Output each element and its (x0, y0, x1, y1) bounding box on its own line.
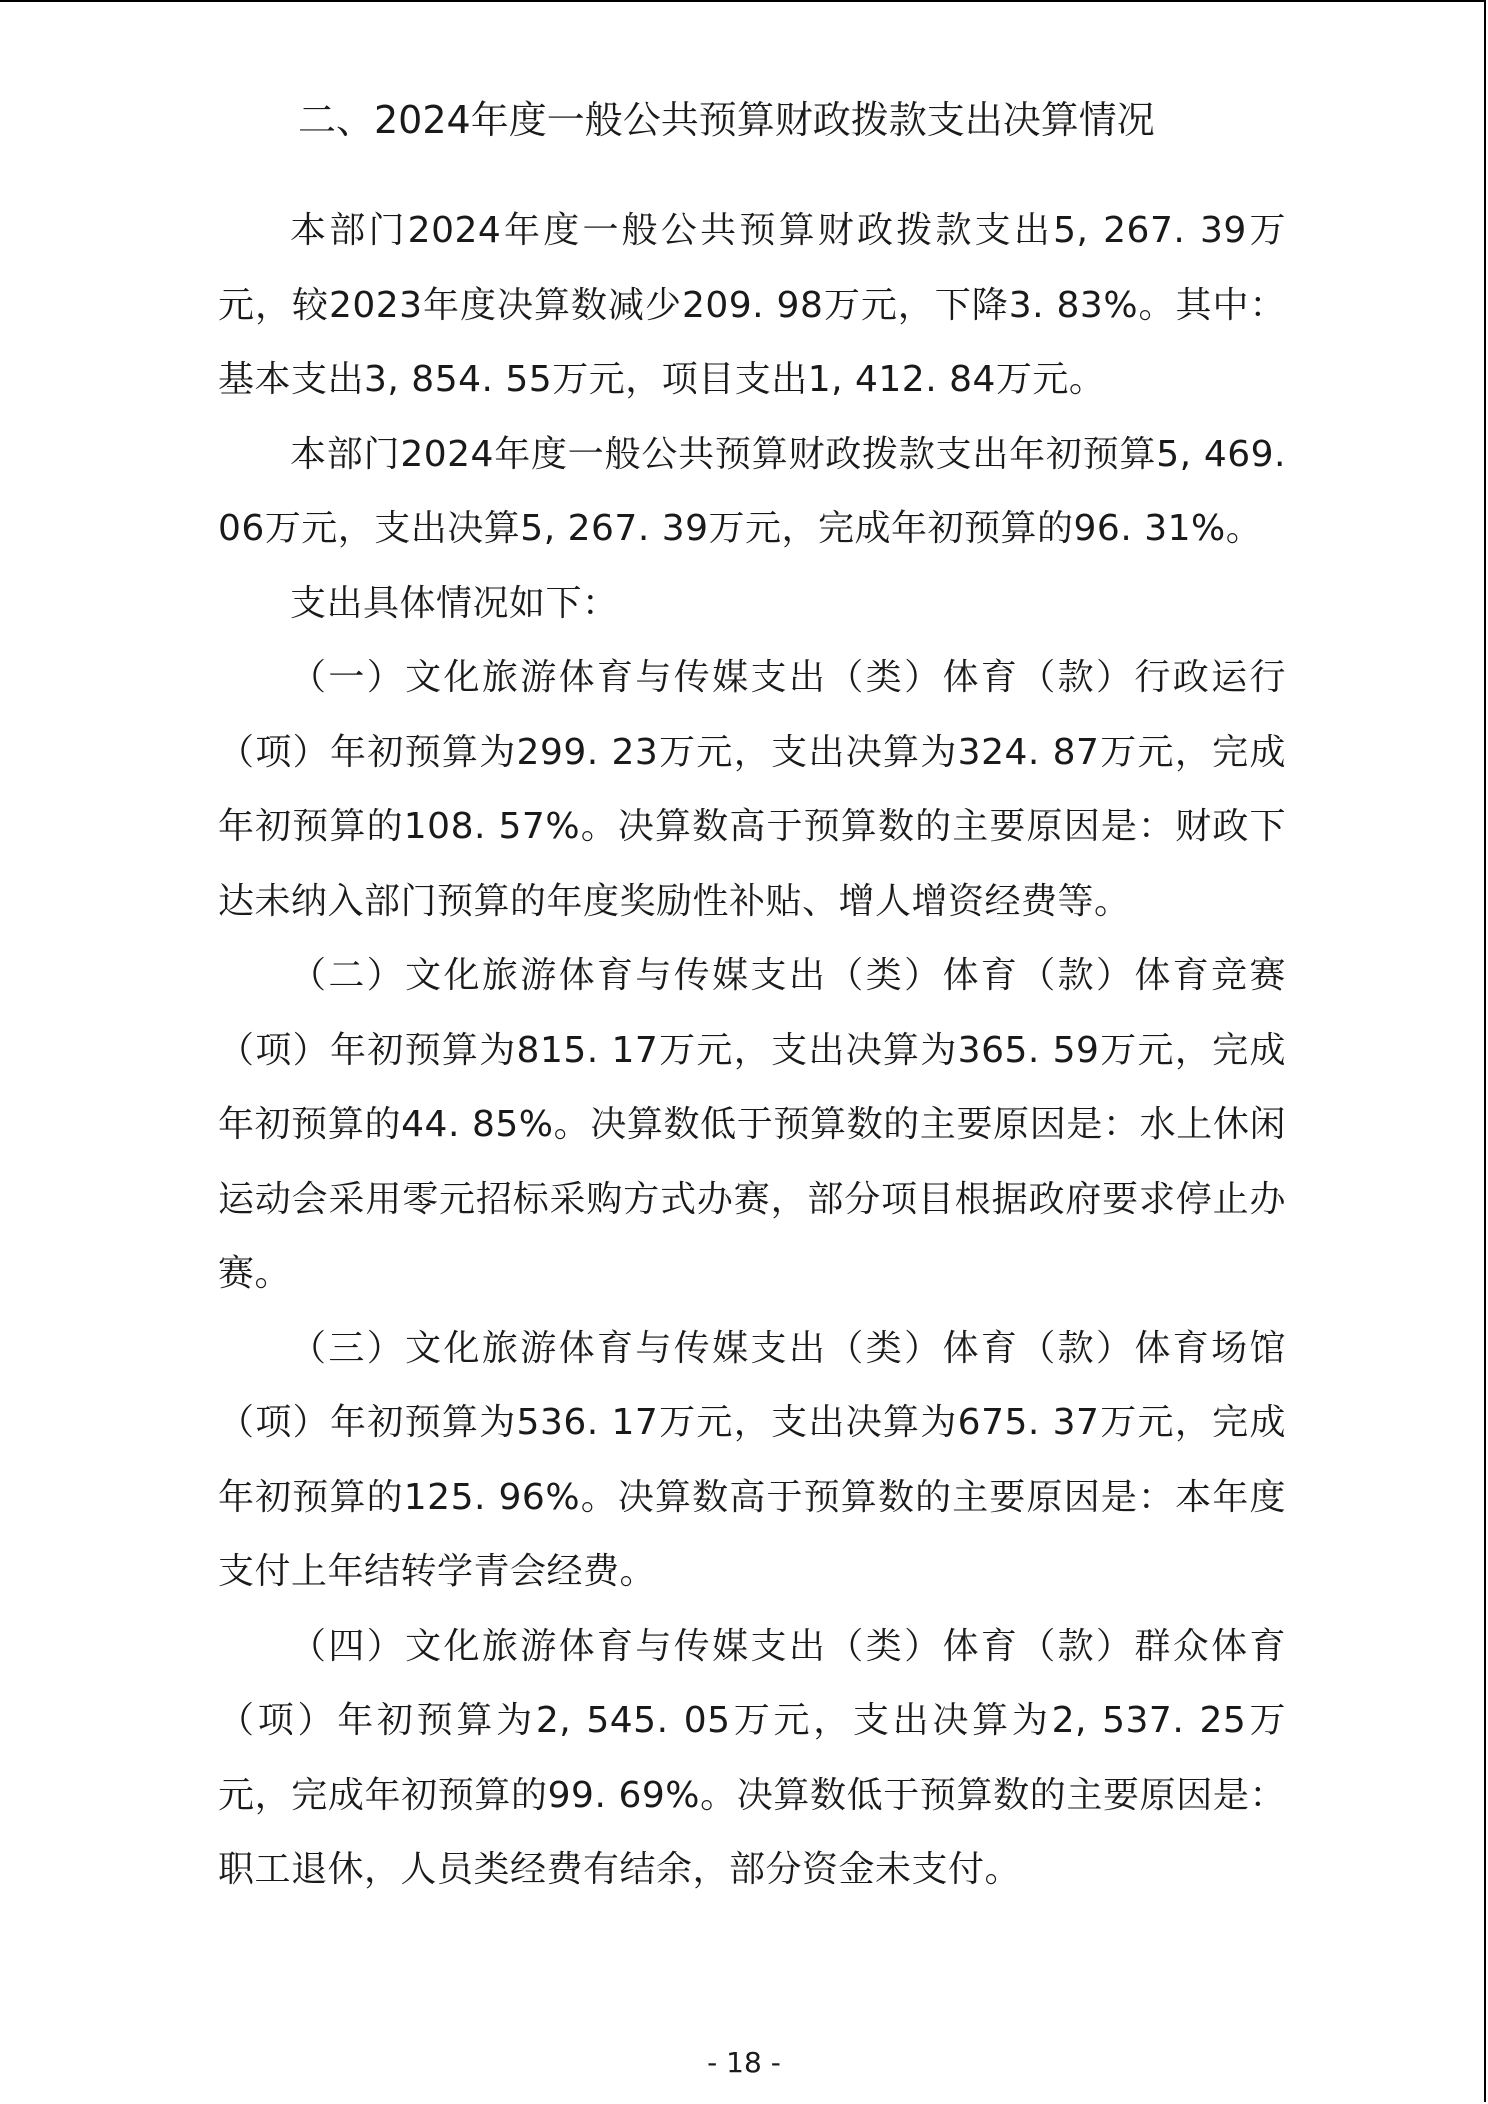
paragraph-item-competition: （二）文化旅游体育与传媒支出（类）体育（款）体育竞赛（项）年初预算为815. 17万元，支出决算为365. 59万元，完成年初预算的44. 85%。决算数低于预算数的主要原因是：水上休闲运动会采用零元招标采购方式办赛，部分项目根据政府要求停止办赛。 (218, 955, 1286, 1294)
paragraph-item-mass-sports: （四）文化旅游体育与传媒支出（类）体育（款）群众体育（项）年初预算为2, 545. 05万元，支出决算为2, 537. 25万元，完成年初预算的99. 69%。决算数低于预算数的主要原因是：职工退休，人员类经费有结余，部分资金未支付。 (218, 1625, 1286, 1890)
section-title: 二、2024年度一般公共预算财政拨款支出决算情况 (298, 98, 1155, 142)
paragraph-item-administration: （一）文化旅游体育与传媒支出（类）体育（款）行政运行（项）年初预算为299. 23万元，支出决算为324. 87万元，完成年初预算的108. 57%。决算数高于预算数的主要原因是：财政下达未纳入部门预算的年度奖励性补贴、增人增资经费等。 (218, 657, 1286, 922)
paragraph-item-venues: （三）文化旅游体育与传媒支出（类）体育（款）体育场馆（项）年初预算为536. 17万元，支出决算为675. 37万元，完成年初预算的125. 96%。决算数高于预算数的主要原因是：本年度支付上年结转学青会经费。 (218, 1327, 1286, 1592)
paragraph-budget-completion: 本部门2024年度一般公共预算财政拨款支出年初预算5, 469. 06万元，支出决算5, 267. 39万元，完成年初预算的96. 31%。 (218, 433, 1286, 549)
page-number: - 18 - (707, 2046, 781, 2079)
document-body (218, 90, 1286, 1908)
paragraph-total-expenditure: 本部门2024年度一般公共预算财政拨款支出5, 267. 39万元，较2023年度决算数减少209. 98万元，下降3. 83%。其中：基本支出3, 854. 55万元，项目支出1, 412. 84万元。 (218, 210, 1286, 400)
paragraph-details-intro: 支出具体情况如下： (290, 582, 619, 624)
